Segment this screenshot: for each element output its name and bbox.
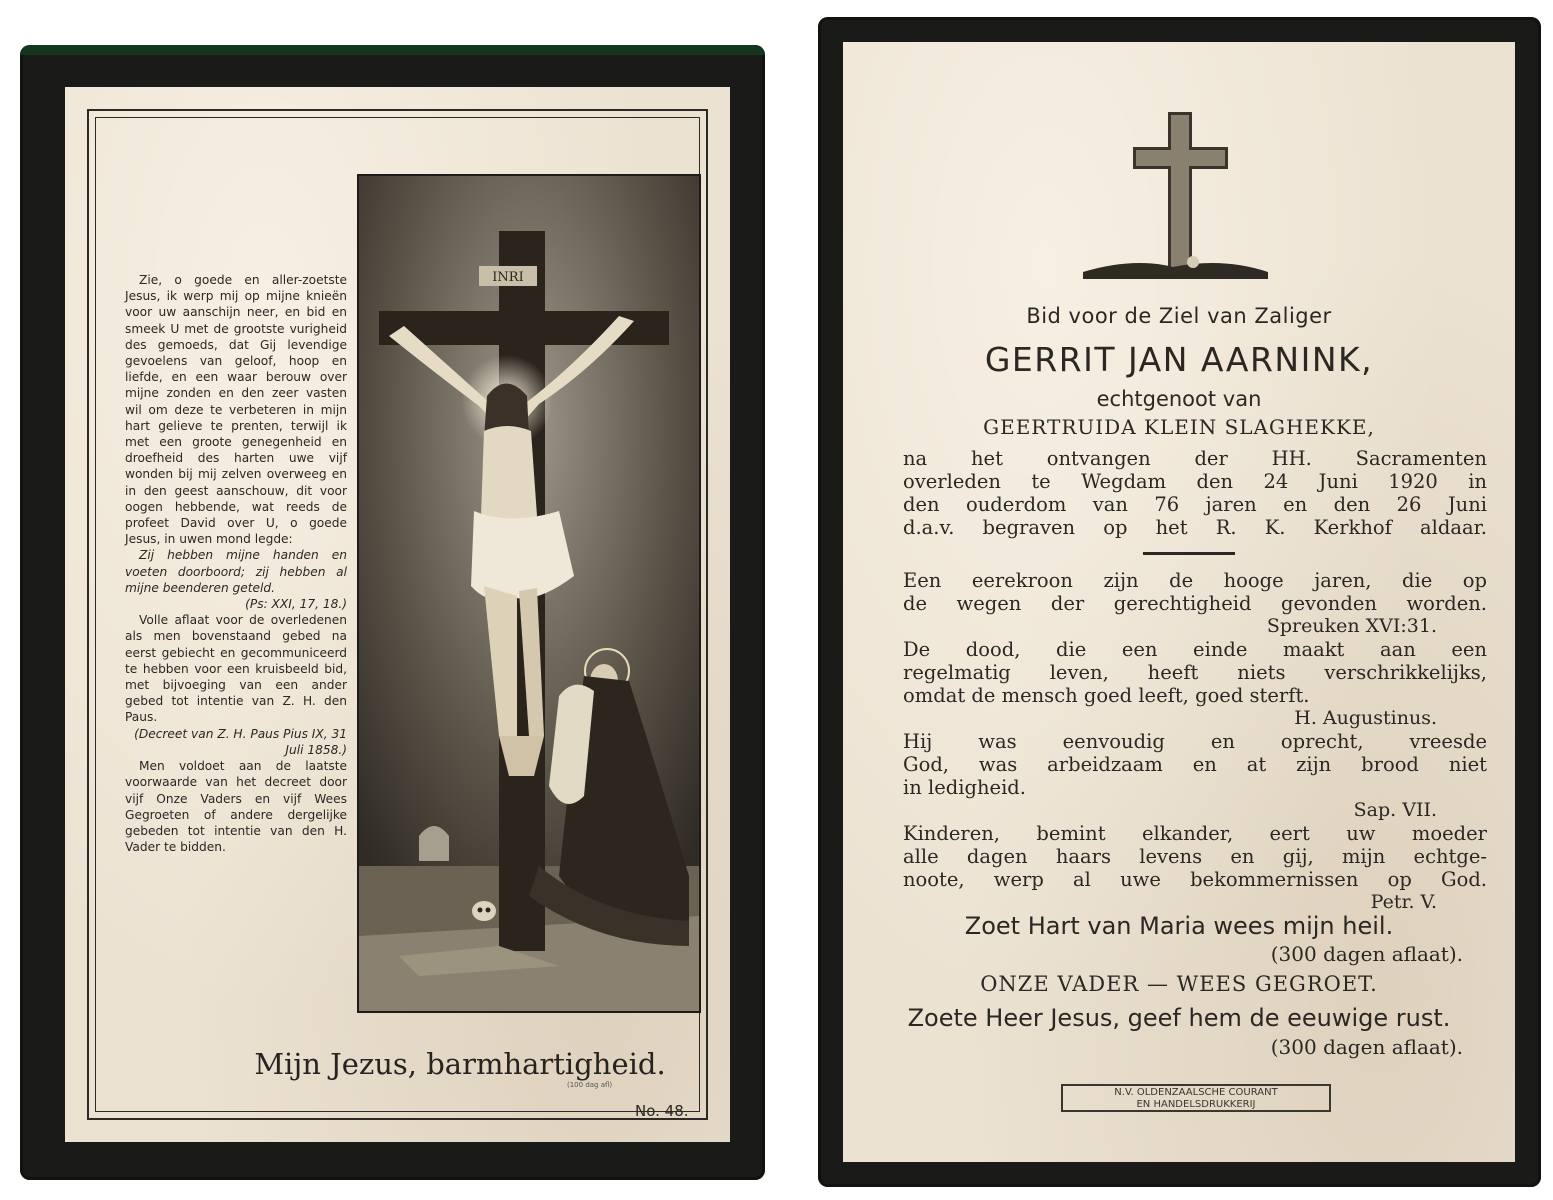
prayer-quote: Zij hebben mijne handen en voeten doorboord; zij hebben al mijne beenderen geteld. (125, 548, 347, 595)
deceased-name: GERRIT JAN AARNINK, (984, 340, 1374, 379)
memorial-card-back (818, 17, 1541, 1187)
quote-source: Spreuken XVI:31. (1266, 615, 1437, 637)
intro-line: Bid voor de Ziel van Zaliger (1026, 304, 1332, 328)
spouse-intro: echtgenoot van (1096, 387, 1262, 411)
prayer-reference: (Ps: XXI, 17, 18.) (245, 597, 347, 612)
bio-line: d.a.v. begraven op het R. K. Kerkhof aldaar. (903, 516, 1487, 539)
quote-line: Kinderen, bemint elkander, eert uw moeder (903, 822, 1487, 845)
card-number: No. 48. (635, 1102, 689, 1120)
quote-source: H. Augustinus. (1294, 707, 1437, 729)
quote-line: regelmatig leven, heeft niets verschrikkelijks, (903, 661, 1487, 684)
motto-note: (100 dag afl) (567, 1081, 613, 1089)
condition-paragraph: Men voldoet aan de laatste voorwaarde van het decreet door vijf Onze Vaders en vijf Wees Gegroeten of andere dergelijke gebeden tot intentie van den H. Vader te bidden. (125, 759, 347, 855)
printer-line: N.V. OLDENZAALSCHE COURANT (1114, 1087, 1278, 1098)
memorial-card-front (20, 45, 765, 1180)
printer-line: EN HANDELSDRUKKERIJ (1136, 1099, 1256, 1110)
prayer-maria: Zoet Hart van Maria wees mijn heil. (964, 912, 1394, 940)
prayer-text (125, 272, 347, 855)
card-edge (20, 45, 765, 55)
quote-line: alle dagen haars levens en gij, mijn echtge- (903, 845, 1487, 868)
prayer-paragraph: Zie, o goede en aller-zoetste Jesus, ik werp mij op mijne knieën voor uw aanschijn neer, en bid en smeek U met de grootste vurigheid des gemoeds, dat Gij levendige gevoelens van geloof, hoop en liefde, en een waar berouw over mijne zonden en den zeer vasten wil om deze te verbeteren in mijn hart gelieve te prenten, terwijl ik met een groote genegenheid en droefheid des harten uwe vijf wonden bij mij zelven overweeg en in den geest aanschouw, dit voor oogen hebbende, wat reeds de profeet David over U, o goede Jesus, in uwen mond legde: (125, 273, 347, 547)
biography (903, 447, 1487, 539)
quote-line: Een eerekroon zijn de hooge jaren, die op (903, 569, 1487, 592)
quote-line: De dood, die een einde maakt aan een (903, 638, 1487, 661)
prayer-jesus: Zoete Heer Jesus, geef hem de eeuwige rust. (907, 1004, 1451, 1032)
indulgence-note: (300 dagen aflaat). (1270, 942, 1463, 966)
quote-line: in ledigheid. (903, 776, 1026, 799)
prayer-onze-vader: ONZE VADER — WEES GEGROET. (980, 972, 1378, 996)
quotes (903, 569, 1487, 914)
printer-mark (1061, 1084, 1331, 1112)
crucifixion-image (357, 174, 701, 1013)
spouse-name: GEERTRUIDA KLEIN SLAGHEKKE, (983, 415, 1375, 439)
indulgence-note: (300 dagen aflaat). (1270, 1035, 1463, 1059)
card-paper (65, 87, 730, 1142)
quote-line: noote, werp al uwe bekommernissen op God. (903, 868, 1487, 891)
quote-source: Sap. VII. (1353, 799, 1437, 821)
indulgence-paragraph: Volle aflaat voor de overledenen als men bovenstaand gebed na eerst gebiecht en gecommuniceerd te hebben voor een kruisbeeld bid, met bijvoeging van een ander gebed tot intentie van Z. H. den Paus. (125, 613, 347, 725)
divider (1143, 552, 1235, 555)
bio-line: overleden te Wegdam den 24 Juni 1920 in (903, 470, 1487, 493)
quote-source: Petr. V. (1370, 891, 1437, 913)
quote-line: de wegen der gerechtigheid gevonden worden. (903, 592, 1487, 615)
quote-line: omdat de mensch goed leeft, goed sterft. (903, 684, 1310, 707)
bio-line: na het ontvangen der HH. Sacramenten (903, 447, 1487, 470)
cross-icon (1073, 107, 1273, 287)
motto-text: Mijn Jezus, barmhartigheid. (254, 1047, 666, 1081)
crucifixion-illustration (359, 176, 699, 1011)
bio-line: den ouderdom van 76 jaren en den 26 Juni (903, 493, 1487, 516)
card-paper (843, 42, 1515, 1162)
decree-reference: (Decreet van Z. H. Paus Pius IX, 31 Juli 1858.) (134, 726, 347, 757)
inri-inscription: INRI (492, 270, 524, 285)
quote-line: Hij was eenvoudig en oprecht, vreesde (903, 730, 1487, 753)
quote-line: God, was arbeidzaam en at zijn brood niet (903, 753, 1487, 776)
